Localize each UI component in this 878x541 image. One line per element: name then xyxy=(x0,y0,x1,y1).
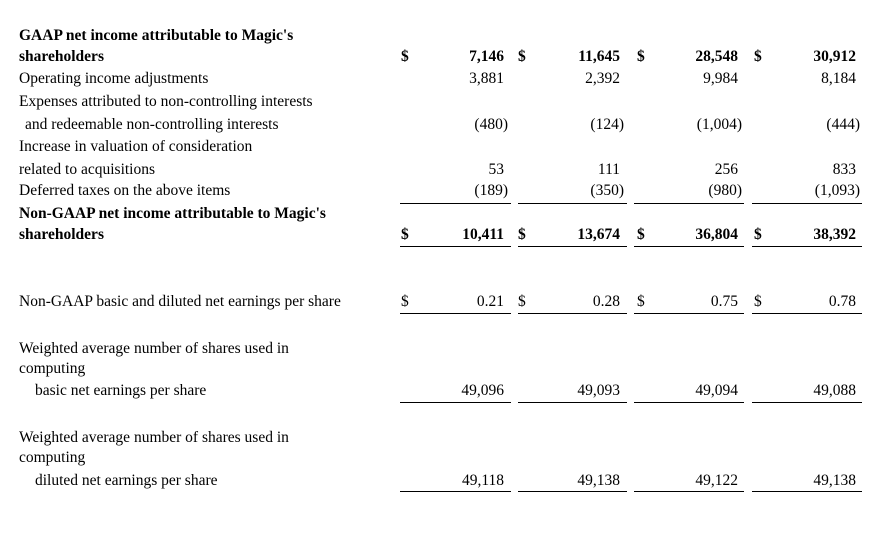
row-non-gaap-net-income-value-col2: 13,674 xyxy=(577,226,620,243)
row-valuation-consideration-value-col3: 256 xyxy=(714,161,738,178)
dollar-sign: $ xyxy=(754,226,762,243)
row-non-gaap-net-income-value-col3: 36,804 xyxy=(695,226,738,243)
row-gaap-net-income-value-col2: 11,645 xyxy=(578,48,620,65)
row-operating-income-adjustments-value-col2: 2,392 xyxy=(585,70,620,87)
row-gaap-net-income-label-line2: shareholders xyxy=(19,48,104,65)
dollar-sign: $ xyxy=(637,48,645,65)
eps-rule xyxy=(518,313,627,314)
row-valuation-consideration-value-col4: 833 xyxy=(832,161,856,178)
eps-rule xyxy=(634,313,744,314)
row-non-gaap-eps-value-col2: 0.28 xyxy=(592,293,620,310)
row-gaap-net-income-label-line1: GAAP net income attributable to Magic's xyxy=(19,27,294,44)
row-weighted-shares-basic-label-line3: basic net earnings per share xyxy=(35,382,207,399)
row-weighted-shares-diluted-value-col3: 49,122 xyxy=(695,472,738,489)
dollar-sign: $ xyxy=(401,48,409,65)
row-non-controlling-interests-value-col2: (124) xyxy=(590,116,624,133)
basic-shares-rule xyxy=(518,402,627,403)
eps-rule xyxy=(400,313,511,314)
basic-shares-rule xyxy=(752,402,862,403)
total-rule xyxy=(400,246,511,247)
row-operating-income-adjustments-value-col3: 9,984 xyxy=(703,70,738,87)
row-non-gaap-eps-value-col3: 0.75 xyxy=(710,293,738,310)
row-non-gaap-eps-value-col4: 0.78 xyxy=(828,293,856,310)
row-non-controlling-interests-value-col3: (1,004) xyxy=(696,116,742,133)
diluted-shares-rule xyxy=(518,491,627,492)
row-weighted-shares-diluted-value-col1: 49,118 xyxy=(461,472,504,489)
diluted-shares-rule xyxy=(400,491,511,492)
row-non-gaap-eps-label: Non-GAAP basic and diluted net earnings per share xyxy=(19,293,341,310)
row-non-gaap-net-income-label-line1: Non-GAAP net income attributable to Magic's xyxy=(19,205,326,222)
basic-shares-rule xyxy=(634,402,744,403)
row-weighted-shares-diluted-label-line1: Weighted average number of shares used in xyxy=(19,429,289,446)
row-non-controlling-interests-label-line1: Expenses attributed to non-controlling interests xyxy=(19,93,313,110)
dollar-sign: $ xyxy=(754,293,762,310)
row-weighted-shares-basic-label-line2: computing xyxy=(19,360,86,377)
subtotal-rule xyxy=(752,203,862,204)
row-non-gaap-net-income-value-col4: 38,392 xyxy=(813,226,856,243)
row-non-gaap-net-income-value-col1: 10,411 xyxy=(462,226,504,243)
row-deferred-taxes-value-col3: (980) xyxy=(708,182,742,199)
row-weighted-shares-basic-value-col4: 49,088 xyxy=(813,382,856,399)
row-valuation-consideration-value-col1: 53 xyxy=(488,161,504,178)
row-valuation-consideration-label-line1: Increase in valuation of consideration xyxy=(19,138,253,155)
row-gaap-net-income-value-col4: 30,912 xyxy=(813,48,856,65)
diluted-shares-rule xyxy=(634,491,744,492)
dollar-sign: $ xyxy=(518,226,526,243)
row-non-controlling-interests-value-col4: (444) xyxy=(826,116,860,133)
total-rule xyxy=(518,246,627,247)
dollar-sign: $ xyxy=(518,48,526,65)
dollar-sign: $ xyxy=(518,293,526,310)
row-weighted-shares-diluted-label-line2: computing xyxy=(19,449,86,466)
dollar-sign: $ xyxy=(637,226,645,243)
row-operating-income-adjustments-value-col4: 8,184 xyxy=(821,70,856,87)
row-deferred-taxes-label: Deferred taxes on the above items xyxy=(19,182,231,199)
dollar-sign: $ xyxy=(401,226,409,243)
row-weighted-shares-basic-value-col2: 49,093 xyxy=(577,382,620,399)
row-non-gaap-eps-value-col1: 0.21 xyxy=(476,293,504,310)
basic-shares-rule xyxy=(400,402,511,403)
row-valuation-consideration-label-line2: related to acquisitions xyxy=(19,161,156,178)
subtotal-rule xyxy=(400,203,511,204)
row-weighted-shares-basic-value-col1: 49,096 xyxy=(461,382,504,399)
row-weighted-shares-diluted-label-line3: diluted net earnings per share xyxy=(35,472,218,489)
total-rule xyxy=(634,246,744,247)
row-operating-income-adjustments-label: Operating income adjustments xyxy=(19,70,209,87)
eps-rule xyxy=(752,313,862,314)
row-deferred-taxes-value-col4: (1,093) xyxy=(814,182,860,199)
row-gaap-net-income-value-col1: 7,146 xyxy=(469,48,504,65)
row-valuation-consideration-value-col2: 111 xyxy=(597,161,620,178)
row-weighted-shares-diluted-value-col2: 49,138 xyxy=(577,472,620,489)
row-weighted-shares-diluted-value-col4: 49,138 xyxy=(813,472,856,489)
row-non-controlling-interests-value-col1: (480) xyxy=(474,116,508,133)
row-non-gaap-net-income-label-line2: shareholders xyxy=(19,226,104,243)
dollar-sign: $ xyxy=(637,293,645,310)
subtotal-rule xyxy=(518,203,627,204)
dollar-sign: $ xyxy=(754,48,762,65)
row-non-controlling-interests-label-line2: and redeemable non-controlling interests xyxy=(25,116,279,133)
diluted-shares-rule xyxy=(752,491,862,492)
row-operating-income-adjustments-value-col1: 3,881 xyxy=(469,70,504,87)
row-deferred-taxes-value-col2: (350) xyxy=(590,182,624,199)
total-rule xyxy=(752,246,862,247)
row-deferred-taxes-value-col1: (189) xyxy=(474,182,508,199)
row-weighted-shares-basic-label-line1: Weighted average number of shares used in xyxy=(19,340,289,357)
row-weighted-shares-basic-value-col3: 49,094 xyxy=(695,382,738,399)
row-gaap-net-income-value-col3: 28,548 xyxy=(695,48,738,65)
subtotal-rule xyxy=(634,203,744,204)
dollar-sign: $ xyxy=(401,293,409,310)
